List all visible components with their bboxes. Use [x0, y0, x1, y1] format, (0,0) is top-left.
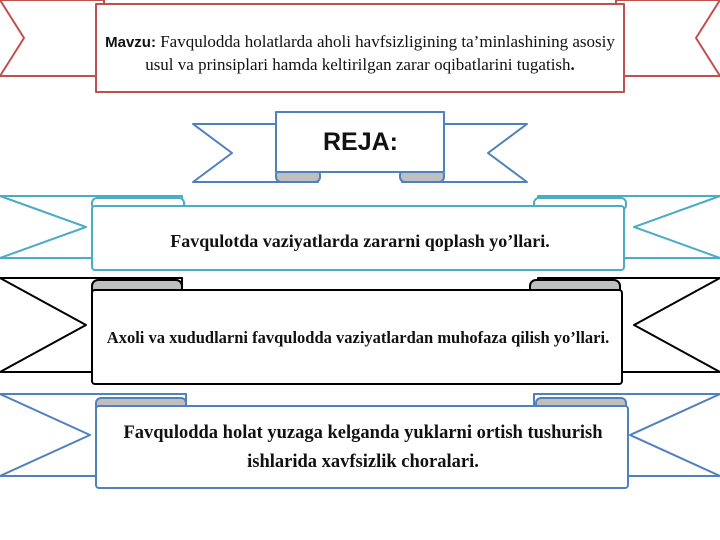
- plan-heading: REJA:: [322, 127, 398, 156]
- slide-title: [104, 14, 616, 92]
- title-ribbon-left-tail: [0, 0, 104, 76]
- title-label: Mavzu:: [105, 33, 156, 51]
- title-ribbon-right-tail: [616, 0, 720, 76]
- plan-item-2: Axoli va xududlarni favqulodda vaziyatlardan muhofaza qilish yo’llari.: [106, 328, 610, 347]
- plan-item-1: Favqulotda vaziyatlarda zararni qoplash yo’llari.: [170, 230, 550, 251]
- title-end-period: .: [570, 54, 575, 74]
- title-text: Favqulodda holatlarda aholi havfsizligining ta’minlashining asosiy usul va prinsiplari hamda keltirilgan zarar oqibatlarini tugatish: [145, 31, 615, 74]
- plan-item-3: Favqulodda holat yuzaga kelganda yuklarni ortish tushurish ishlarida xavfsizlik choralari.: [123, 423, 603, 472]
